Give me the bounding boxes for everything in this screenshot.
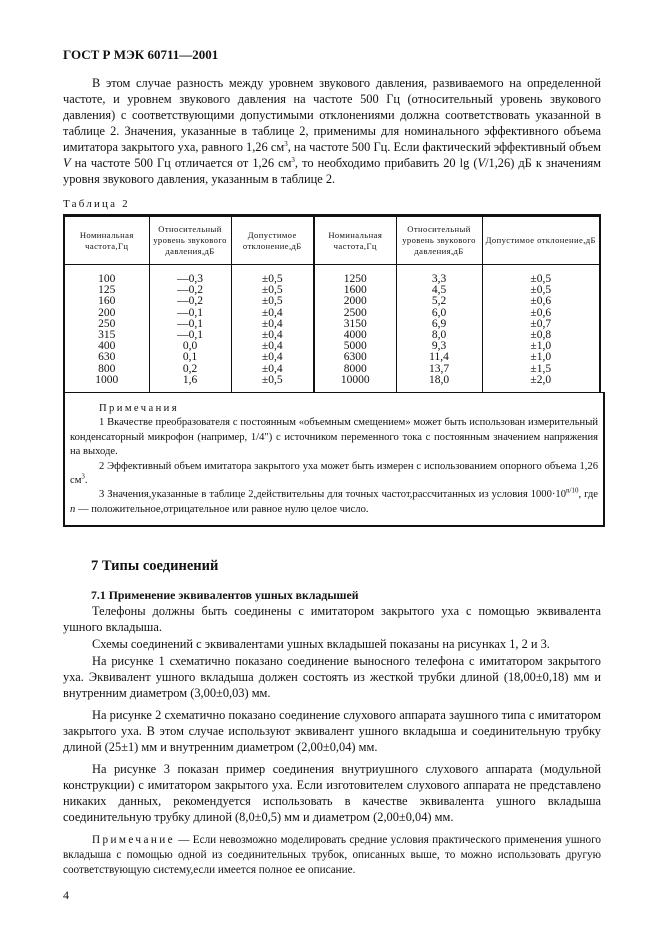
table-cell: 4000 xyxy=(343,329,367,342)
document-page xyxy=(63,0,601,923)
table-cell: —0,2 xyxy=(177,284,203,297)
note-text: — положительное,отрицательное или равное нулю целое число. xyxy=(75,503,369,515)
table-caption: Таблица 2 xyxy=(63,198,130,210)
table-cell: 2500 xyxy=(343,306,367,319)
table-cell: ±1,0 xyxy=(530,351,552,364)
column-header: Относительный уровень звукового давления,дБ xyxy=(396,216,482,265)
table-cell: —0,2 xyxy=(177,295,203,308)
table-cell: 200 xyxy=(98,306,116,319)
note-text: 3 Значения,указанные в таблице 2,действительны для точных частот,рассчитанных из условия 1000·10 xyxy=(99,489,567,501)
table-cell: 11,4 xyxy=(429,351,449,364)
table-cell: ±0,4 xyxy=(261,362,283,375)
superscript: 3 xyxy=(291,155,295,164)
table-cell: ±0,4 xyxy=(261,340,283,353)
table-cell: ±0,5 xyxy=(261,273,283,285)
table-cell: ±1,5 xyxy=(530,362,552,375)
table-column xyxy=(149,265,231,393)
notes-title: Примечания xyxy=(99,403,179,415)
table-cell: 10000 xyxy=(340,373,370,386)
table-cell: 0,2 xyxy=(182,362,198,375)
table-cell: 3,3 xyxy=(431,273,447,285)
table-2 xyxy=(63,214,601,392)
table-cell: 2000 xyxy=(343,295,367,308)
table-cell: 0,0 xyxy=(182,340,198,353)
table-cell: 9,3 xyxy=(431,340,447,353)
variable: n xyxy=(70,503,76,515)
table-cell: ±0,4 xyxy=(261,351,283,364)
table-cell: 400 xyxy=(98,340,116,353)
table-cell: 3150 xyxy=(343,317,367,330)
table-cell: 125 xyxy=(98,284,116,297)
intro-text: на частоте 500 Гц отличается от 1,26 см xyxy=(70,156,292,170)
paragraph: На рисунке 3 показан пример соединения внутриушного слухового аппарата (модульной конструкции) с имитатором закрытого уха. Если изготовителем слухового аппарата не представлено никаких данных, рекомендуется использовать в качестве эквивалента ушного вкладыша соединительную трубку длиной (8,0±0,5) мм и диаметром (2,00±0,04) мм. xyxy=(63,762,601,825)
table-column xyxy=(482,265,600,393)
table-cell: ±0,7 xyxy=(530,317,552,330)
table-cell: 8,0 xyxy=(431,329,447,342)
table-header-row xyxy=(64,216,600,265)
table-cell: ±0,8 xyxy=(530,329,552,342)
table-cell: ±0,4 xyxy=(261,317,283,330)
note-1: 1 Вкачестве преобразователя с постоянным «объемным смещением» может быть использован измерительный конденсаторный микрофон (например, 1/4″) с источником переменного тока с постоянным значением напряжения на выходе. xyxy=(70,417,598,458)
page-number: 4 xyxy=(63,888,69,903)
table-cell: —0,3 xyxy=(177,273,203,285)
column-header: Номинальная частота,Гц xyxy=(64,216,149,265)
table-cell: —0,1 xyxy=(177,317,203,330)
table-cell: —0,1 xyxy=(177,306,203,319)
intro-text: /1,26) дБ к значениям уровня звукового давления, указанным в таблице 2. xyxy=(63,156,601,186)
section-body xyxy=(63,603,601,825)
table-cell: 800 xyxy=(98,362,116,375)
variable: V xyxy=(63,156,71,170)
table-column xyxy=(64,265,149,393)
table-cell: 4,5 xyxy=(431,284,447,297)
table-cell: 1000 xyxy=(95,373,119,386)
table-cell: 6,9 xyxy=(431,317,447,330)
superscript: 3 xyxy=(284,139,288,148)
table-cell: —0,1 xyxy=(177,329,203,342)
table-cell: 18,0 xyxy=(428,373,450,386)
table-cell: ±2,0 xyxy=(530,373,552,386)
table-cell: 100 xyxy=(98,273,116,285)
note-2 xyxy=(70,460,598,489)
table-cell: ±0,6 xyxy=(530,295,552,308)
column-header: Допустимое отклонение,дБ xyxy=(482,216,600,265)
table-column xyxy=(396,265,482,393)
section-heading: 7 Типы соединений xyxy=(91,558,219,575)
subsection-heading: 7.1 Применение эквивалентов ушных вкладышей xyxy=(91,588,359,603)
table-cell: 6300 xyxy=(343,351,367,364)
table-cell: ±1,0 xyxy=(530,340,552,353)
table-cell: 1250 xyxy=(343,273,367,285)
table-cell: 6,0 xyxy=(431,306,447,319)
table-cell: 630 xyxy=(98,351,116,364)
table-cell: 5000 xyxy=(343,340,367,353)
intro-paragraph xyxy=(63,75,601,187)
paragraph: Телефоны должны быть соединены с имитатором закрытого уха с помощью эквивалента ушного вкладыша. xyxy=(63,604,601,635)
note-text: , где xyxy=(578,489,598,501)
table-cell: ±0,5 xyxy=(530,284,552,297)
table-column xyxy=(231,265,314,393)
table-column xyxy=(314,265,396,393)
column-header: Номинальная частота,Гц xyxy=(314,216,396,265)
superscript: n/10 xyxy=(566,486,579,495)
table-cell: 160 xyxy=(98,295,116,308)
paragraph: На рисунке 2 схематично показано соединение слухового аппарата заушного типа с имитатором закрытого уха. В этом случае используют эквивалент ушного вкладыша и соединительную трубку длиной (25±1) мм и внутренним диаметром (2,00±0,04) мм. xyxy=(63,708,601,755)
table-cell: ±0,6 xyxy=(530,306,552,319)
table-cell: ±0,5 xyxy=(261,295,283,308)
table-cell: 5,2 xyxy=(431,295,447,308)
table-cell: 1600 xyxy=(343,284,367,297)
paragraph: Схемы соединений с эквивалентами ушных вкладышей показаны на рисунках 1, 2 и 3. xyxy=(92,637,550,652)
table-body xyxy=(64,265,600,393)
superscript: 3 xyxy=(81,472,85,481)
section-note xyxy=(63,833,601,878)
document-header: ГОСТ Р МЭК 60711—2001 xyxy=(63,47,219,62)
table-cell: ±0,5 xyxy=(261,373,283,386)
table-cell: 315 xyxy=(98,329,116,342)
table-cell: 250 xyxy=(98,317,116,330)
column-header: Относительный уровень звукового давления,дБ xyxy=(149,216,231,265)
table-cell: ±0,5 xyxy=(530,273,552,285)
paragraph: На рисунке 1 схематично показано соединение выносного телефона с имитатором закрытого уха. Эквивалент ушного вкладыша должен состоять из жесткой трубки длиной (18,00±0,18) мм и внутренним диаметром (3,00±0,03) мм. xyxy=(63,654,601,701)
note-label: Примечание xyxy=(92,834,175,847)
note-text: . xyxy=(84,475,88,487)
table-cell: 1,6 xyxy=(182,373,198,386)
column-header: Допустимое отклонение,дБ xyxy=(231,216,314,265)
table-cell: ±0,4 xyxy=(261,329,283,342)
note-text: — Если невозможно моделировать средние условия практического применения ушного вкладыша с помощью одной из соединительных трубок, описанных выше, то можно использовать другую соответствующую систему,если имеется полное ее описание. xyxy=(63,834,601,877)
table-cell: 13,7 xyxy=(428,362,450,375)
table-cell: ±0,5 xyxy=(261,284,283,297)
intro-text: , на частоте 500 Гц. Если фактический эффективный объем xyxy=(287,140,601,154)
intro-text: В этом случае разность между уровнем звукового давления, развиваемого на определенной частоте, и уровнем звукового давления на частоте 500 Гц (относительный уровень звукового давления) с соответствующими допустимыми отклонениями должна соответствовать указанной в таблице 2. Значения, указанные в таблице 2, применимы для номинального эффективного объема имитатора закрытого уха, равного 1,26 см xyxy=(63,76,601,154)
table-cell: ±0,4 xyxy=(261,306,283,319)
table-cell: 0,1 xyxy=(182,351,198,364)
table-cell: 8000 xyxy=(343,362,367,375)
variable: V xyxy=(477,156,486,170)
intro-text: , то необходимо прибавить 20 lg ( xyxy=(294,156,478,170)
note-text: 2 Эффективный объем имитатора закрытого уха может быть измерен с использованием опорного объема 1,26 см xyxy=(70,460,598,487)
table-notes xyxy=(63,392,605,527)
note-3 xyxy=(70,488,598,517)
